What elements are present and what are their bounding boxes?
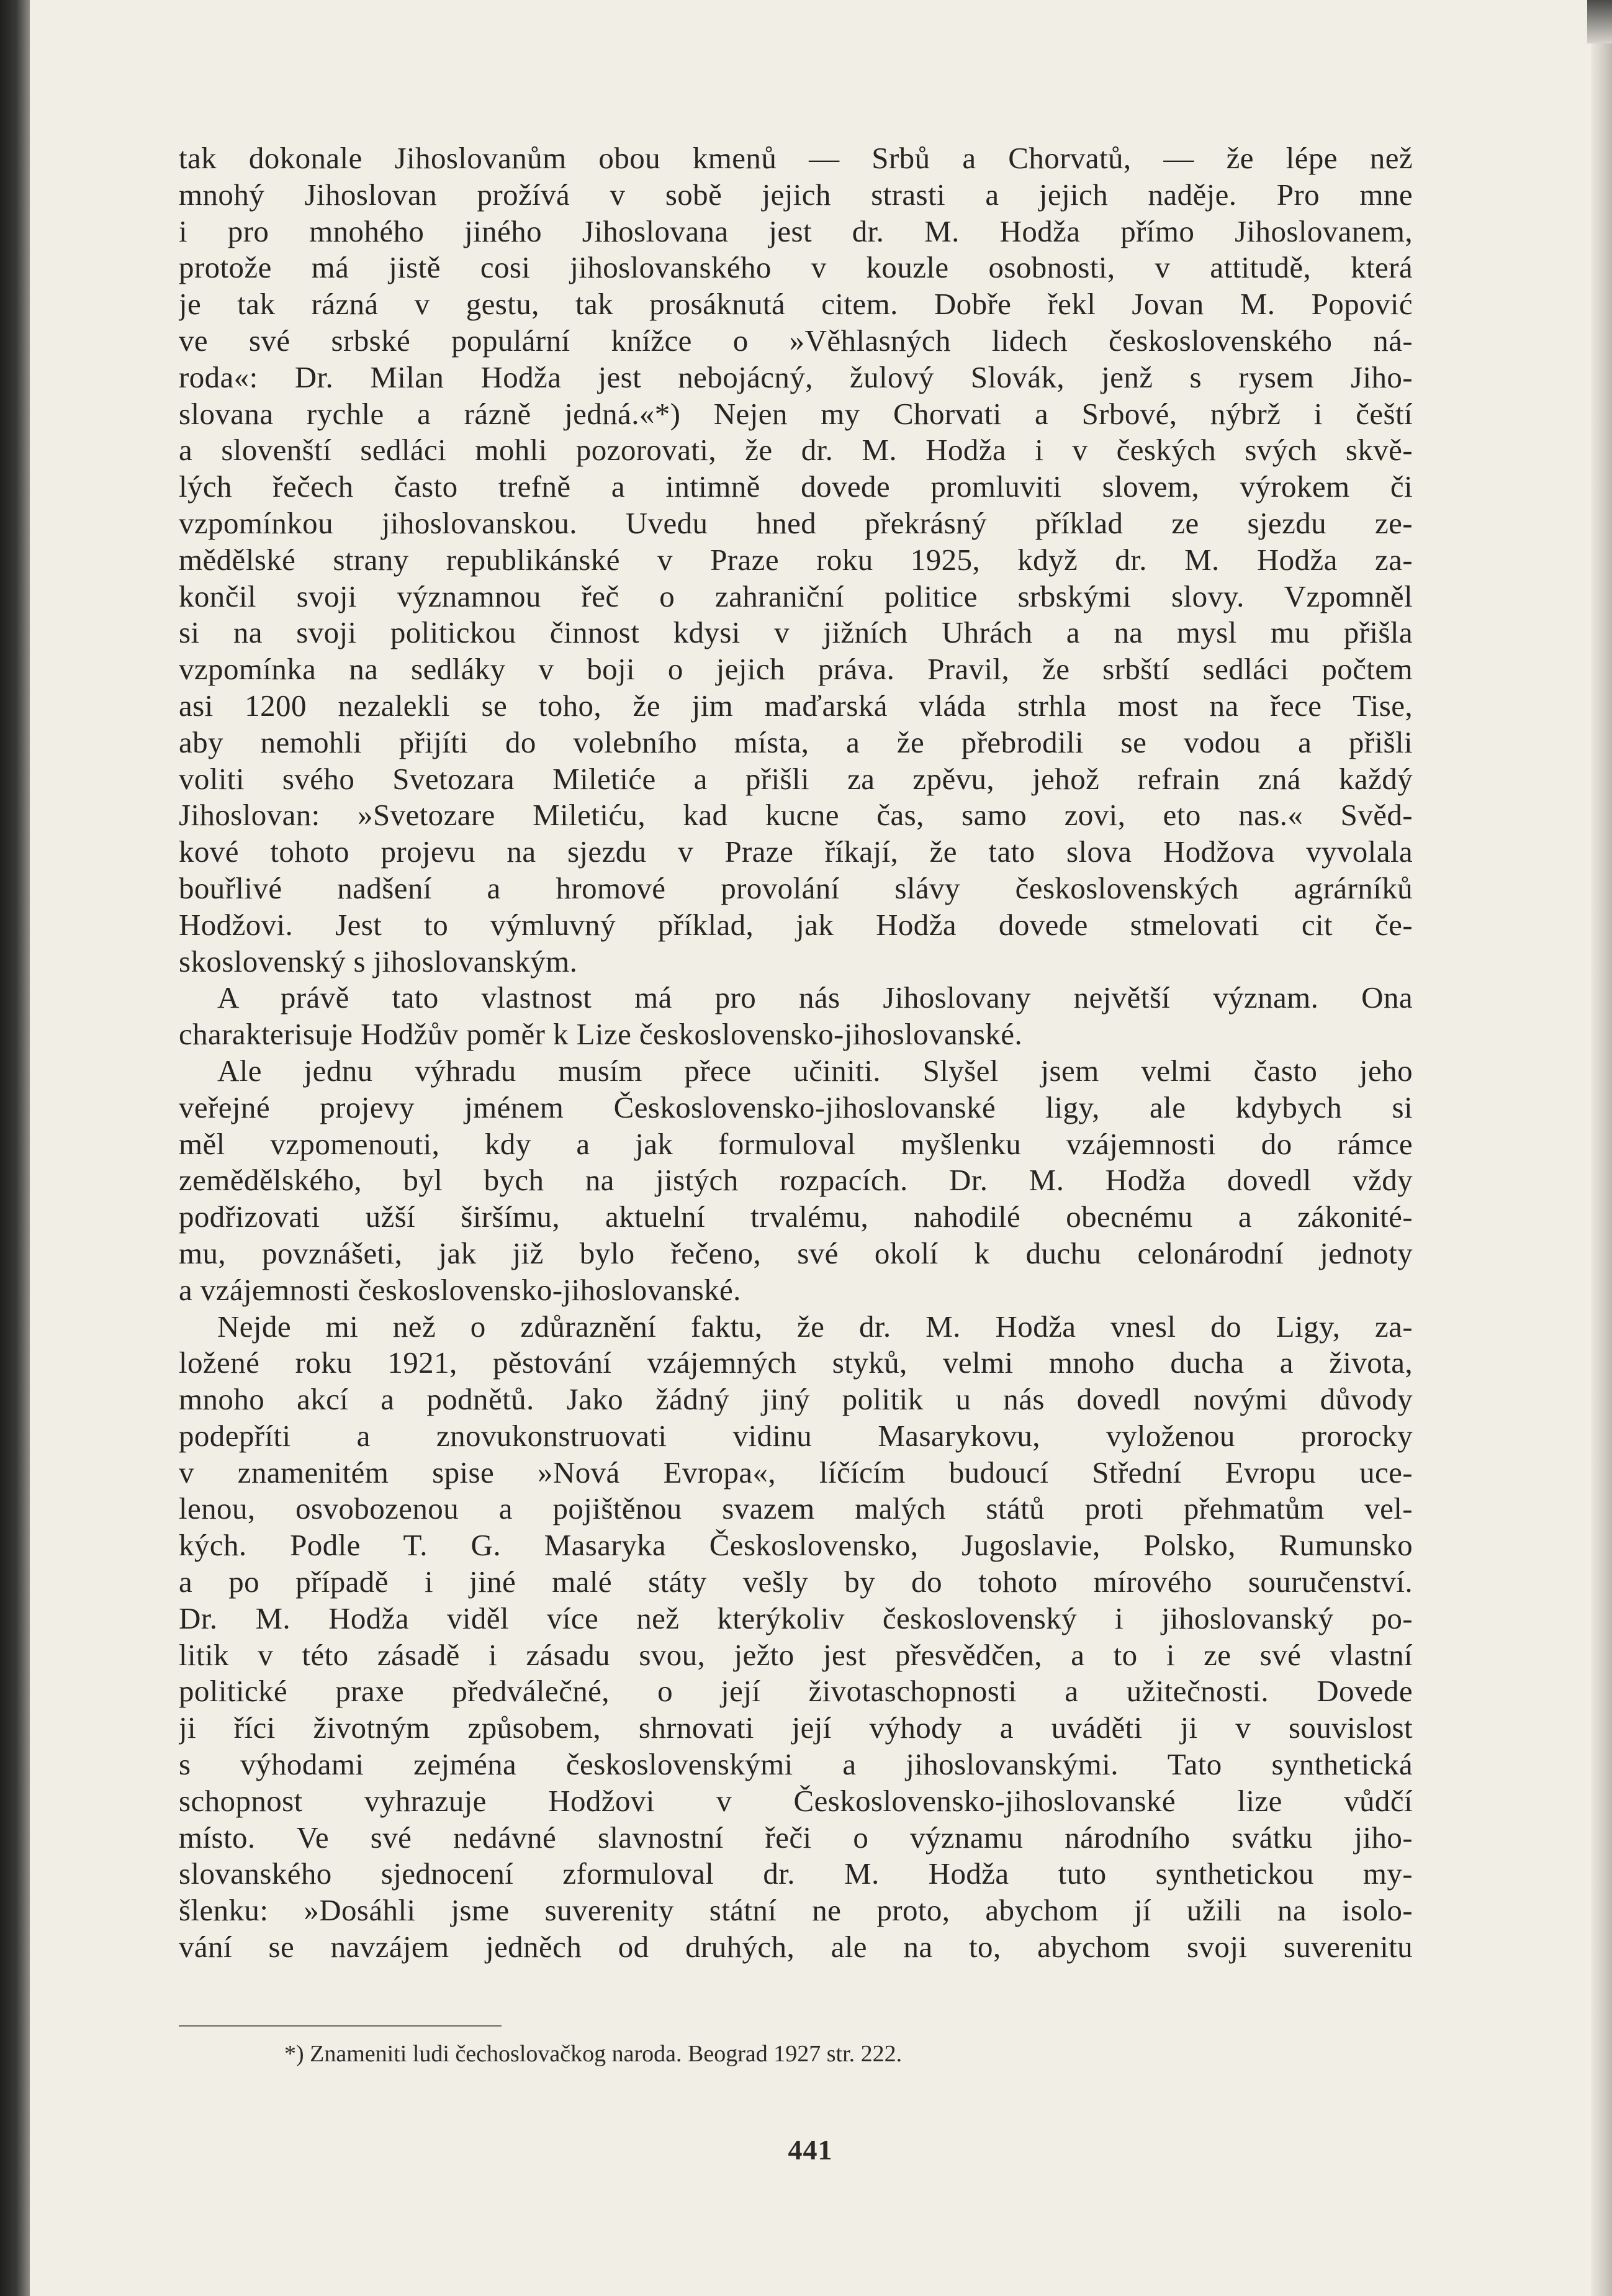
text-line: s výhodami zejména československými a jihoslovanskými. Tato synthetická <box>179 1747 1413 1782</box>
text-line: v znamenitém spise »Nová Evropa«, líčícím budoucí Střední Evropu uce- <box>179 1455 1413 1489</box>
text-line: slovana rychle a rázně jedná.«*) Nejen my Chorvati a Srbové, nýbrž i čeští <box>179 396 1413 431</box>
text-line: lých řečech často trefně a intimně dovede promluviti slovem, výrokem či <box>179 469 1413 504</box>
text-line: tak dokonale Jihoslovanům obou kmenů — Srbů a Chorvatů, — že lépe než <box>179 141 1413 175</box>
text-line: vzpomínka na sedláky v boji o jejich práva. Pravil, že srbští sedláci počtem <box>179 652 1413 687</box>
text-line: Jihoslovan: »Svetozare Miletiću, kad kucne čas, samo zovi, eto nas.« Svěd- <box>179 798 1413 833</box>
page-number: 441 <box>788 2134 833 2166</box>
text-line: měl vzpomenouti, kdy a jak formuloval myšlenku vzájemnosti do rámce <box>179 1126 1413 1161</box>
text-line: politické praxe předválečné, o její životaschopnosti a užitečnosti. Dovede <box>179 1674 1413 1709</box>
text-line: Dr. M. Hodža viděl více než kterýkoliv československý i jihoslovanský po- <box>179 1601 1413 1635</box>
text-line: a po případě i jiné malé státy vešly by do tohoto mírového souručenství. <box>179 1565 1413 1599</box>
text-line: Nejde mi než o zdůraznění faktu, že dr. M. Hodža vnesl do Ligy, za- <box>217 1309 1413 1344</box>
text-line: Hodžovi. Jest to výmluvný příklad, jak Hodža dovede stmelovati cit če- <box>179 907 1413 942</box>
text-line: Ale jednu výhradu musím přece učiniti. Slyšel jsem velmi často jeho <box>217 1053 1413 1088</box>
text-line: ve své srbské populární knížce o »Věhlasných lidech československého ná- <box>179 323 1413 358</box>
text-line: slovanského sjednocení zformuloval dr. M. Hodža tuto synthetickou my- <box>179 1856 1413 1891</box>
text-line: litik v této zásadě i zásadu svou, ježto jest přesvědčen, a to i ze své vlastní <box>179 1637 1413 1672</box>
text-line: zemědělského, byl bych na jistých rozpacích. Dr. M. Hodža dovedl vždy <box>179 1163 1413 1198</box>
text-line: A právě tato vlastnost má pro nás Jihoslovany největší význam. Ona <box>217 980 1413 1015</box>
text-line: podřizovati užší širšímu, aktuelní trvalému, nahodilé obecnému a zákonité- <box>179 1200 1413 1234</box>
footnote: *) Znameniti ludi čechoslovačkog naroda. Beograd 1927 str. 222. <box>284 2041 903 2067</box>
text-line: veřejné projevy jménem Československo-jihoslovanské ligy, ale kdybych si <box>179 1090 1413 1124</box>
text-line: a slovenští sedláci mohli pozorovati, že dr. M. Hodža i v českých svých skvě- <box>179 433 1413 468</box>
text-line: vzpomínkou jihoslovanskou. Uvedu hned překrásný příklad ze sjezdu ze- <box>179 505 1413 540</box>
text-line: a vzájemnosti československo-jihoslovanské. <box>179 1272 741 1307</box>
footnote-divider <box>179 2025 502 2027</box>
text-line: asi 1200 nezalekli se toho, že jim maďarská vláda strhla most na řece Tise, <box>179 688 1413 723</box>
body-text <box>179 140 1413 1966</box>
text-line: skoslovenský s jihoslovanským. <box>179 944 578 979</box>
text-line: protože má jistě cosi jihoslovanského v kouzle osobnosti, v attitudě, která <box>179 250 1413 285</box>
book-binding-edge <box>0 0 30 2296</box>
text-line: kové tohoto projevu na sjezdu v Praze říkají, že tato slova Hodžova vyvolala <box>179 834 1413 869</box>
text-line: mnoho akcí a podnětů. Jako žádný jiný politik u nás dovedl novými důvody <box>179 1382 1413 1417</box>
text-line: roda«: Dr. Milan Hodža jest nebojácný, žulový Slovák, jenž s rysem Jiho- <box>179 359 1413 394</box>
text-line: schopnost vyhrazuje Hodžovi v Československo-jihoslovanské lize vůdčí <box>179 1783 1413 1818</box>
page-corner-shadow <box>1587 0 1612 43</box>
text-line: si na svoji politickou činnost kdysi v jižních Uhrách a na mysl mu přišla <box>179 615 1413 650</box>
text-line: mědělské strany republikánské v Praze roku 1925, když dr. M. Hodža za- <box>179 542 1413 577</box>
book-page <box>30 0 1591 2296</box>
page-right-edge <box>1591 43 1612 2296</box>
text-line: voliti svého Svetozara Miletiće a přišli za zpěvu, jehož refrain zná každý <box>179 761 1413 796</box>
text-line: podepříti a znovukonstruovati vidinu Masarykovu, vyloženou prorocky <box>179 1418 1413 1453</box>
text-line: vání se navzájem jedněch od druhých, ale na to, abychom svoji suverenitu <box>179 1930 1413 1964</box>
text-line: i pro mnohého jiného Jihoslovana jest dr. M. Hodža přímo Jihoslovanem, <box>179 214 1413 248</box>
text-line: charakterisuje Hodžův poměr k Lize československo-jihoslovanské. <box>179 1017 1023 1052</box>
text-line: končil svoji významnou řeč o zahraniční politice srbskými slovy. Vzpomněl <box>179 579 1413 613</box>
text-line: ji říci životným způsobem, shrnovati její výhody a uváděti ji v souvislost <box>179 1711 1413 1745</box>
text-line: mu, povznášeti, jak již bylo řečeno, své okolí k duchu celonárodní jednoty <box>179 1236 1413 1270</box>
text-line: místo. Ve své nedávné slavnostní řeči o významu národního svátku jiho- <box>179 1820 1413 1855</box>
text-line: bouřlivé nadšení a hromové provolání slávy československých agrárníků <box>179 870 1413 905</box>
text-line: je tak rázná v gestu, tak prosáknutá citem. Dobře řekl Jovan M. Popović <box>179 287 1413 322</box>
text-line: ložené roku 1921, pěstování vzájemných styků, velmi mnoho ducha a života, <box>179 1345 1413 1380</box>
text-line: mnohý Jihoslovan prožívá v sobě jejich strasti a jejich naděje. Pro mne <box>179 177 1413 212</box>
text-line: aby nemohli přijíti do volebního místa, a že přebrodili se vodou a přišli <box>179 725 1413 759</box>
text-line: kých. Podle T. G. Masaryka Československo, Jugoslavie, Polsko, Rumunsko <box>179 1528 1413 1563</box>
text-line: lenou, osvobozenou a pojištěnou svazem malých států proti přehmatům vel- <box>179 1491 1413 1526</box>
text-line: šlenku: »Dosáhli jsme suverenity státní ne proto, abychom jí užili na isolo- <box>179 1893 1413 1928</box>
